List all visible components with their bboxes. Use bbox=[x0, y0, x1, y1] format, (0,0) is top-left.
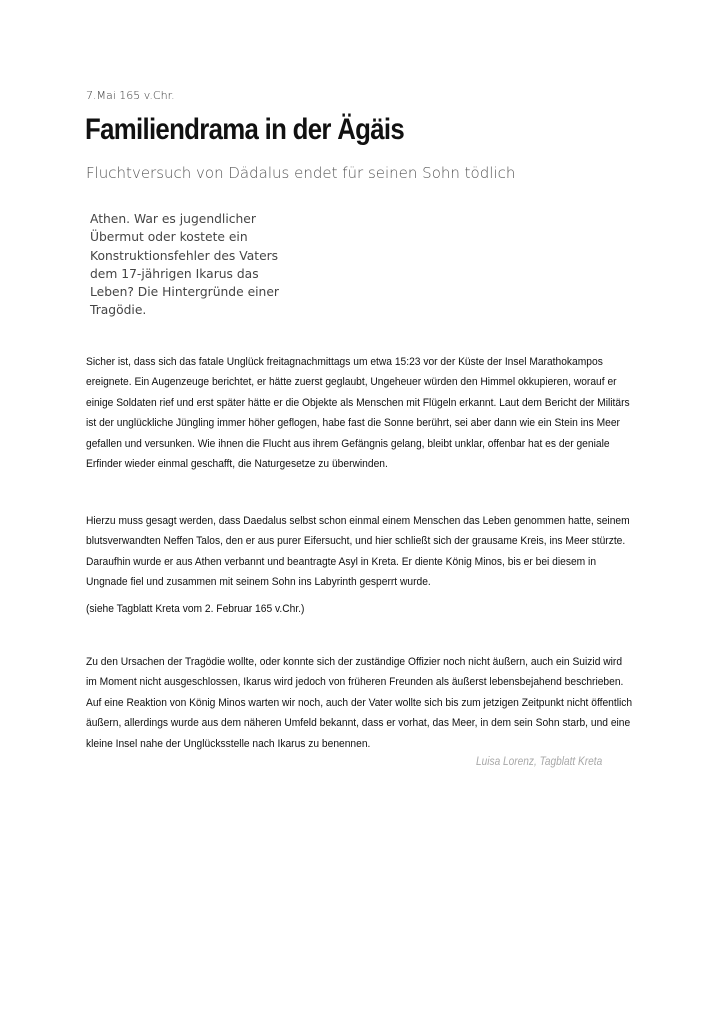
teaser-line: Übermut oder kostete ein bbox=[90, 230, 248, 245]
article-teaser bbox=[90, 210, 300, 320]
paragraph-line: Auf eine Reaktion von König Minos warten wir noch, auch der Vater wollte sich bis zum jetzigen Zeitpunkt nicht öffentlich bbox=[86, 696, 633, 709]
paragraph-line: kleine Insel nahe der Unglücksstelle nach Ikarus zu benennen. bbox=[86, 737, 371, 750]
body-paragraph-1 bbox=[86, 352, 646, 474]
article-date: 7.Mai 165 v.Chr. bbox=[86, 89, 175, 102]
article-subheadline: Fluchtversuch von Dädalus endet für seinen Sohn tödlich bbox=[86, 164, 516, 182]
body-paragraph-2 bbox=[86, 511, 646, 593]
teaser-line: Konstruktionsfehler des Vaters bbox=[90, 248, 279, 263]
paragraph-line: ist der unglückliche Jüngling immer höher geflogen, habe fast die Sonne berührt, sei aber dann wie ein Stein ins Meer bbox=[86, 417, 620, 430]
author-byline: Luisa Lorenz, Tagblatt Kreta bbox=[476, 756, 603, 768]
article-headline: Familiendrama in der Ägäis bbox=[85, 113, 405, 146]
paragraph-line: Zu den Ursachen der Tragödie wollte, oder konnte sich der zuständige Offizier noch nicht äußern, auch ein Suizid wird bbox=[86, 656, 623, 668]
paragraph-line: äußern, allerdings wurde aus dem näheren Umfeld bekannt, dass er vorhat, das Meer, in dem sein Sohn starb, und eine bbox=[86, 717, 631, 730]
teaser-line: Leben? Die Hintergründe einer bbox=[90, 285, 279, 300]
paragraph-line: Sicher ist, dass sich das fatale Unglück freitagnachmittags um etwa 15:23 vor der Küste der Insel Marathokampos bbox=[86, 356, 603, 368]
paragraph-line: blutsverwandten Neffen Talos, den er aus purer Eifersucht, und hier schließt sich der grausame Kreis, ins Meer stürzte. bbox=[86, 535, 626, 548]
paragraph-line: Erfinder wieder einmal geschafft, die Naturgesetze zu überwinden. bbox=[86, 458, 388, 471]
paragraph-line: ereignete. Ein Augenzeuge berichtet, er hätte zuerst geglaubt, Ungeheuer würden den Himmel okkupieren, worauf er bbox=[86, 376, 617, 389]
paragraph-line: (siehe Tagblatt Kreta vom 2. Februar 165 v.Chr.) bbox=[86, 603, 305, 615]
paragraph-line: Ungnade fiel und zusammen mit seinem Sohn ins Labyrinth gesperrt wurde. bbox=[86, 576, 431, 589]
paragraph-line: im Moment nicht ausgeschlossen, Ikarus wird jedoch von früheren Freunden als äußerst lebensbejahend beschrieben. bbox=[86, 676, 624, 689]
teaser-line: Tragödie. bbox=[90, 303, 147, 318]
teaser-line: dem 17-jährigen Ikarus das bbox=[90, 266, 259, 281]
paragraph-line: gefallen und versunken. Wie ihnen die Flucht aus ihrem Gefängnis gelang, bleibt unklar, offenbar hat es der geniale bbox=[86, 437, 610, 450]
paragraph-line: einige Soldaten rief und erst später hätte er die Objekte als Menschen mit Flügeln erkannt. Laut dem Bericht der Militärs bbox=[86, 396, 630, 409]
paragraph-line: Hierzu muss gesagt werden, dass Daedalus selbst schon einmal einem Menschen das Leben genommen hatte, seinem bbox=[86, 515, 630, 527]
paragraph-line: Daraufhin wurde er aus Athen verbannt und beantragte Asyl in Kreta. Er diente König Minos, bis er bei diesem in bbox=[86, 555, 597, 568]
reference-note bbox=[86, 599, 646, 619]
body-paragraph-4 bbox=[86, 652, 646, 754]
teaser-line: Athen. War es jugendlicher bbox=[90, 212, 256, 226]
